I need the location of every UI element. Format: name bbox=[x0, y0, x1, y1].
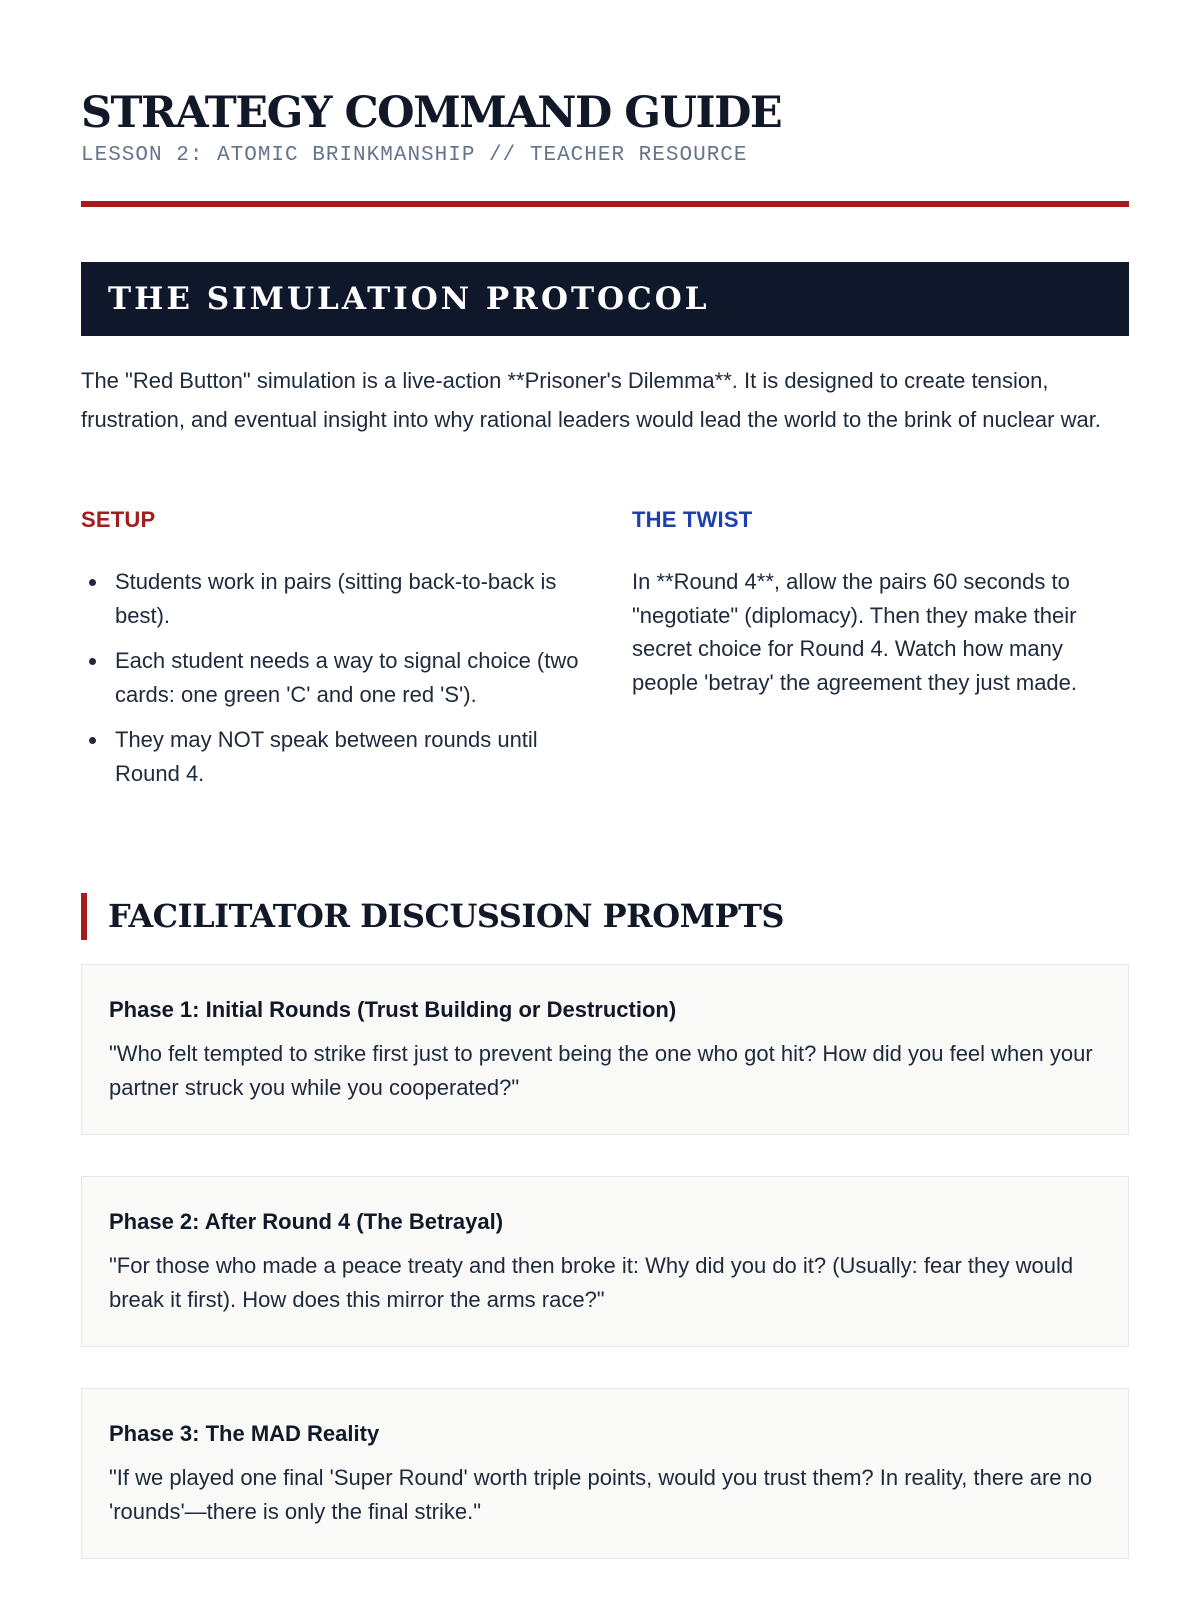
list-item bbox=[81, 565, 581, 632]
setup-column bbox=[81, 500, 581, 802]
twist-column bbox=[632, 500, 1132, 699]
setup-list bbox=[81, 565, 581, 790]
protocol-intro: The "Red Button" simulation is a live-action **Prisoner's Dilemma**. It is designed to create tension, frustration, and eventual insight into why rational leaders would lead the world to the brink of nuclear war. bbox=[81, 368, 1101, 432]
discussion-heading: FACILITATOR DISCUSSION PROMPTS bbox=[108, 897, 785, 935]
page-subtitle: LESSON 2: ATOMIC BRINKMANSHIP // TEACHER RESOURCE bbox=[81, 144, 748, 167]
section-accent-bar bbox=[81, 893, 87, 940]
prompt-text: "For those who made a peace treaty and then broke it: Why did you do it? (Usually: fear they would break it first). How does this mirror the arms race?" bbox=[109, 1253, 1074, 1312]
list-item-text: Each student needs a way to signal choice (two cards: one green 'C' and one red 'S'). bbox=[115, 648, 579, 707]
list-item bbox=[81, 644, 581, 711]
prompt-text: "Who felt tempted to strike first just to prevent being the one who got hit? How did you feel when your partner struck you while you cooperated?" bbox=[109, 1041, 1093, 1100]
protocol-banner bbox=[81, 262, 1129, 336]
prompt-title: Phase 1: Initial Rounds (Trust Building or Destruction) bbox=[109, 997, 677, 1022]
bullet-icon bbox=[89, 658, 96, 665]
twist-heading: THE TWIST bbox=[632, 507, 753, 532]
prompt-title: Phase 3: The MAD Reality bbox=[109, 1421, 380, 1446]
bullet-icon bbox=[89, 579, 96, 586]
setup-heading: SETUP bbox=[81, 507, 156, 532]
prompt-card-phase-3 bbox=[81, 1388, 1129, 1559]
prompt-title: Phase 2: After Round 4 (The Betrayal) bbox=[109, 1209, 504, 1234]
protocol-heading: THE SIMULATION PROTOCOL bbox=[108, 281, 710, 317]
prompt-card-phase-1 bbox=[81, 964, 1129, 1135]
prompt-text: "If we played one final 'Super Round' worth triple points, would you trust them? In reality, there are no 'rounds'—there is only the final strike." bbox=[109, 1465, 1093, 1524]
list-item bbox=[81, 723, 581, 790]
header-divider bbox=[81, 201, 1129, 207]
page-title: STRATEGY COMMAND GUIDE bbox=[81, 88, 782, 138]
list-item-text: Students work in pairs (sitting back-to-back is best). bbox=[115, 569, 557, 628]
prompt-card-phase-2 bbox=[81, 1176, 1129, 1347]
list-item-text: They may NOT speak between rounds until Round 4. bbox=[115, 727, 538, 786]
twist-text: In **Round 4**, allow the pairs 60 seconds to "negotiate" (diplomacy). Then they make their secret choice for Round 4. Watch how many people 'betray' the agreement they just made. bbox=[632, 569, 1078, 695]
bullet-icon bbox=[89, 737, 96, 744]
